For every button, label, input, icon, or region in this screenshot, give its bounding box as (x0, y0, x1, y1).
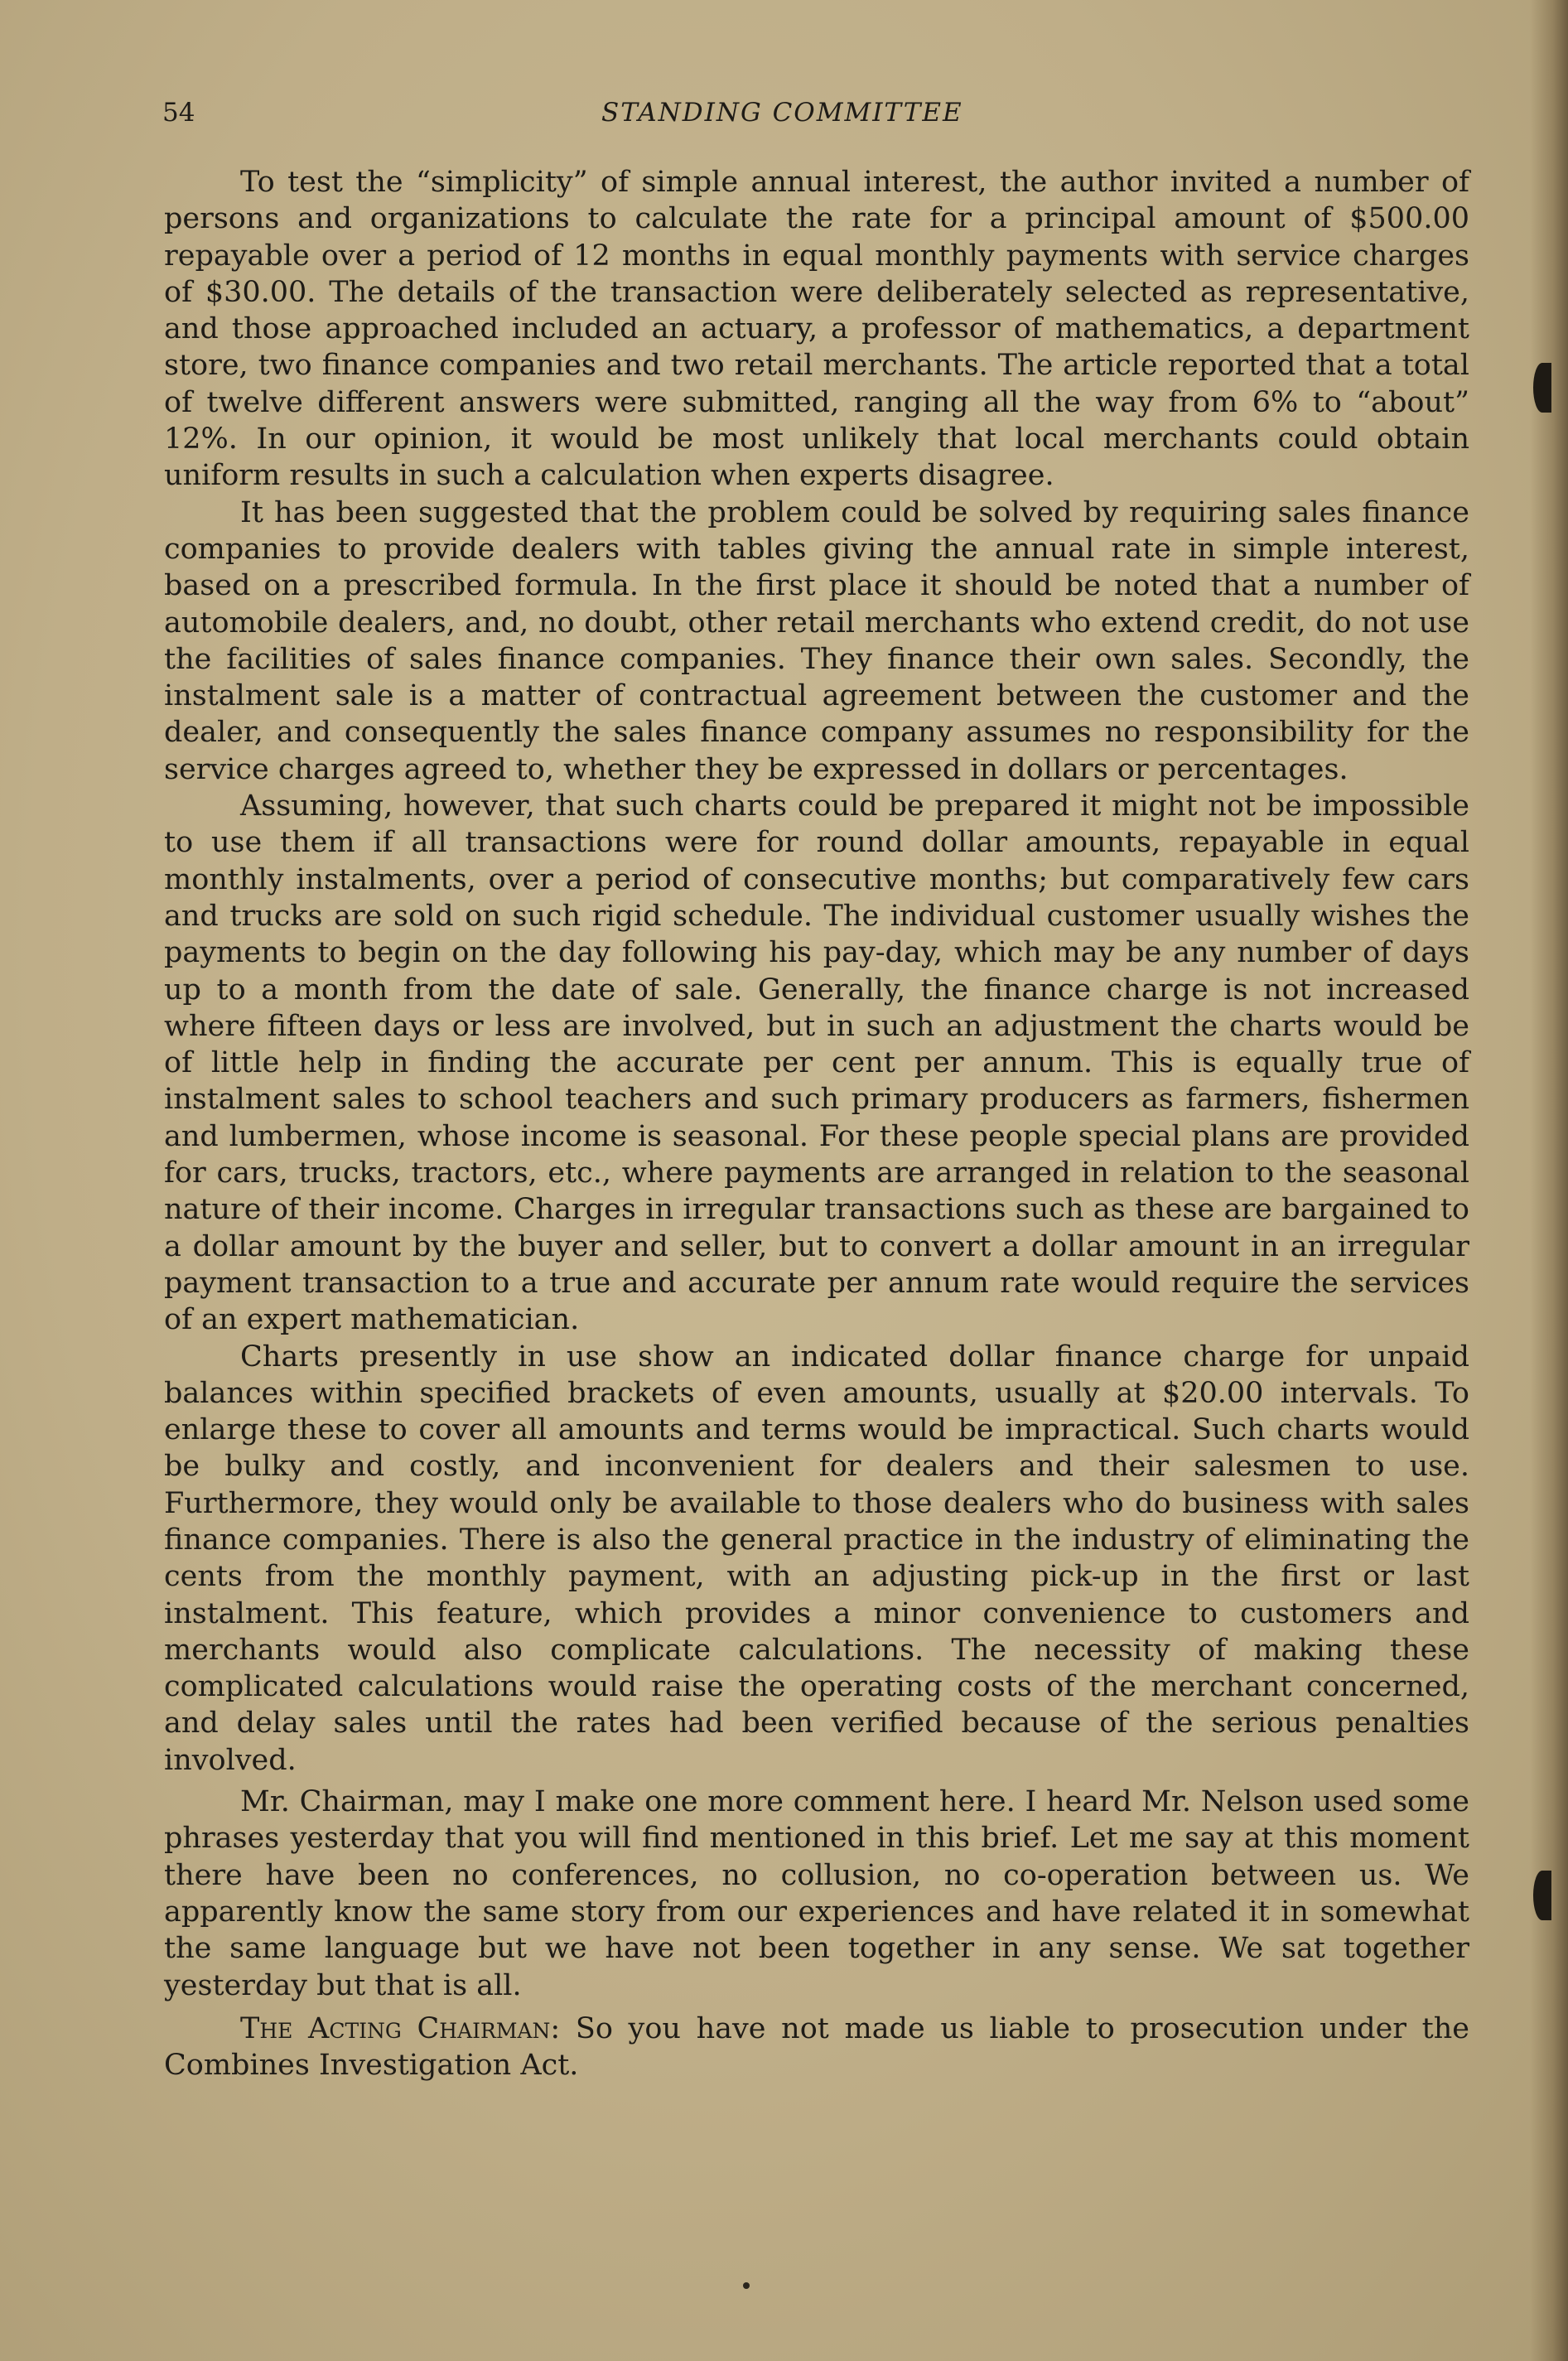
binding-clip-mark (1533, 363, 1551, 413)
speaker-label: The Acting Chairman: (240, 2011, 561, 2045)
page-mark (743, 2282, 750, 2289)
paragraph: Assuming, however, that such charts could be prepared it might not be impossible to use them if all transactions were for round dollar amounts, repayable in equal monthly instalments, over a period of consecutive months; but comparatively few cars and trucks are sold on such rigid schedule. The individual customer usually wishes the payments to begin on the day following his pay-day, which may be any number of days up to a month from the date of sale. Generally, the finance charge is not increased where fifteen days or less are involved, but in such an adjustment the charts would be of little help in finding the accurate per cent per annum. This is equally true of instalment sales to school teachers and such primary producers as farmers, fishermen and lumbermen, whose income is seasonal. For these people special plans are provided for cars, trucks, tractors, etc., where payments are arranged in relation to the seasonal nature of their income. Charges in irregular transactions such as these are bargained to a dollar amount by the buyer and seller, but to convert a dollar amount in an irregular payment transaction to a true and accurate per annum rate would require the services of an expert mathematician. (164, 789, 1469, 1337)
binding-clip-mark (1533, 1871, 1551, 1920)
speaker-statement: So you have not made us liable to prosecution under the Combines Investigation Act. (164, 2011, 1469, 2083)
body-text (164, 164, 1469, 2083)
paragraph: Charts presently in use show an indicated dollar finance charge for unpaid balances within specified brackets of even amounts, usually at $20.00 intervals. To enlarge these to cover all amounts and terms would be impractical. Such charts would be bulky and costly, and inconvenient for dealers and their salesmen to use. Furthermore, they would only be available to those dealers who do business with sales finance companies. There is also the general practice in the industry of eliminating the cents from the monthly payment, with an adjusting pick-up in the first or last instalment. This feature, which provides a minor convenience to customers and merchants would also complicate calculations. The necessity of making these complicated calculations would raise the operating costs of the merchant concerned, and delay sales until the rates had been verified because of the serious penalties involved. (164, 1340, 1469, 1777)
closing-paragraph (164, 2011, 1469, 2084)
page-number: 54 (162, 98, 195, 128)
binding-shadow (1530, 0, 1568, 2361)
page-header (162, 98, 1471, 139)
paragraph: Mr. Chairman, may I make one more comment here. I heard Mr. Nelson used some phrases yesterday that you will find mentioned in this brief. Let me say at this moment there have been no conferences, no collusion, no co-operation between us. We apparently know the same story from our experiences and have related it in somewhat the same language but we have not been together in any sense. We sat together yesterday but that is all. (164, 1785, 1469, 2002)
paragraph: To test the “simplicity” of simple annual interest, the author invited a number of persons and organizations to calculate the rate for a principal amount of $500.00 repayable over a period of 12 months in equal monthly payments with service charges of $30.00. The details of the transaction were deliberately selected as representative, and those approached included an actuary, a professor of mathematics, a department store, two finance companies and two retail merchants. The article reported that a total of twelve different answers were submitted, ranging all the way from 6% to “about” 12%. In our opinion, it would be most unlikely that local merchants could obtain uniform results in such a calculation when experts disagree. (164, 166, 1469, 493)
paragraph: It has been suggested that the problem could be solved by requiring sales finance companies to provide dealers with tables giving the annual rate in simple interest, based on a prescribed formula. In the first place it should be noted that a number of automobile dealers, and, no doubt, other retail merchants who extend credit, do not use the facilities of sales finance companies. They finance their own sales. Secondly, the instalment sale is a matter of contractual agreement between the customer and the dealer, and consequently the sales finance company assumes no responsibility for the service charges agreed to, whether they be expressed in dollars or percentages. (164, 495, 1469, 786)
running-head: STANDING COMMITTEE (601, 98, 963, 128)
